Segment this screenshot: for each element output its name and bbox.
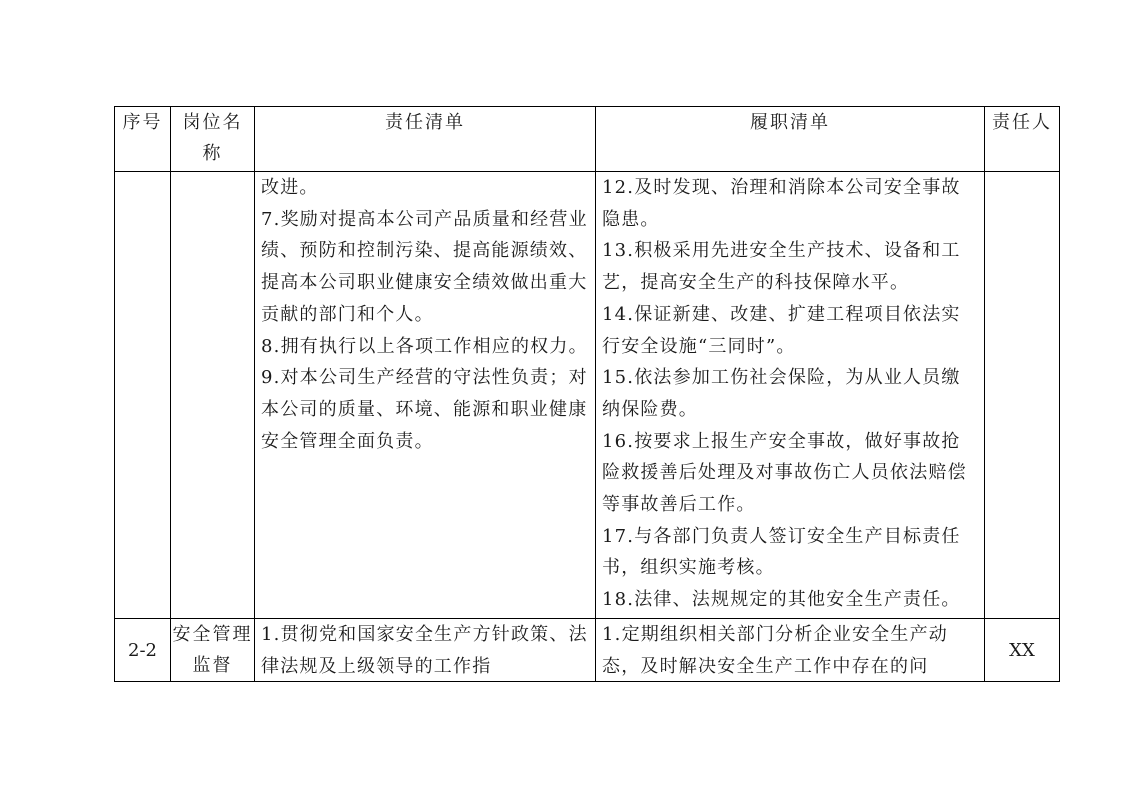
duty-line: 14.保证新建、改建、扩建工程项目依法实行安全设施“三同时”。 xyxy=(602,303,961,357)
table-row xyxy=(115,619,1060,682)
header-duty: 履职清单 xyxy=(596,107,985,172)
header-seq: 序号 xyxy=(115,107,171,172)
cell-duty xyxy=(596,619,985,682)
responsibility-line: 7.奖励对提高本公司产品质量和经营业绩、预防和控制污染、提高能源绩效、提高本公司职业健康安全绩效做出重大贡献的部门和个人。 xyxy=(261,208,588,325)
duty-line: 18.法律、法规规定的其他安全生产责任。 xyxy=(602,589,961,611)
cell-person xyxy=(985,172,1060,619)
duty-line: 17.与各部门负责人签订安全生产目标责任书，组织实施考核。 xyxy=(602,525,961,579)
cell-post xyxy=(171,172,255,619)
header-post: 岗位名称 xyxy=(171,107,255,172)
cell-seq: 2-2 xyxy=(115,619,171,682)
responsibility-line: 8.拥有执行以上各项工作相应的权力。 xyxy=(261,335,588,357)
responsibility-line: 9.对本公司生产经营的守法性负责；对本公司的质量、环境、能源和职业健康安全管理全面负责。 xyxy=(261,367,588,452)
duty-line: 15.依法参加工伤社会保险，为从业人员缴纳保险费。 xyxy=(602,367,961,420)
table-row xyxy=(115,172,1060,619)
duty-line: 13.积极采用先进安全生产技术、设备和工艺，提高安全生产的科技保障水平。 xyxy=(602,240,961,294)
duty-line: 12.及时发现、治理和消除本公司安全事故隐患。 xyxy=(602,177,961,230)
header-person: 责任人 xyxy=(985,107,1060,172)
table-header-row xyxy=(115,107,1060,172)
responsibility-table xyxy=(114,106,1060,682)
header-responsibility: 责任清单 xyxy=(255,107,596,172)
cell-responsibility xyxy=(255,172,596,619)
cell-duty xyxy=(596,172,985,619)
cell-post: 安全管理监督 xyxy=(171,619,255,682)
cell-person: XX xyxy=(985,619,1060,682)
cell-responsibility xyxy=(255,619,596,682)
duty-line: 1.定期组织相关部门分析企业安全生产动态，及时解决安全生产工作中存在的问 xyxy=(602,624,948,677)
duty-line: 16.按要求上报生产安全事故，做好事故抢险救援善后处理及对事故伤亡人员依法赔偿等事故善后工作。 xyxy=(602,430,967,516)
responsibility-line: 改进。 xyxy=(261,177,319,198)
cell-seq xyxy=(115,172,171,619)
responsibility-line: 1.贯彻党和国家安全生产方针政策、法律法规及上级领导的工作指 xyxy=(261,624,588,677)
